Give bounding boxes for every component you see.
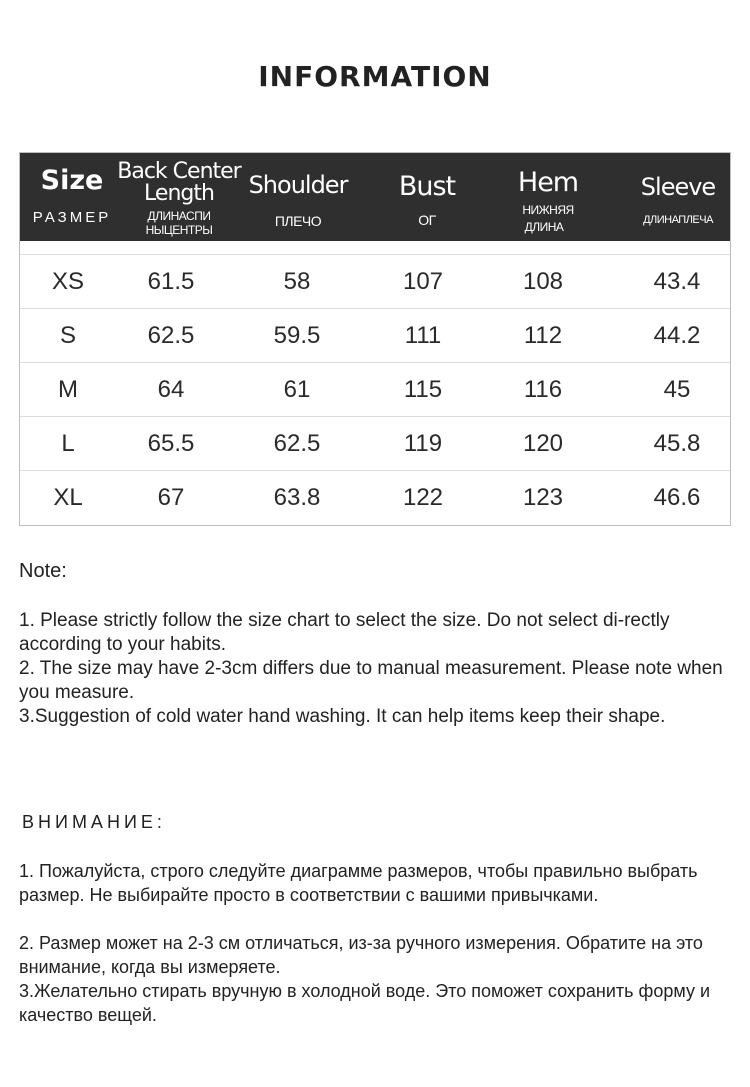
cell-bust: 107	[402, 268, 444, 295]
cell-back-length: 62.5	[147, 322, 195, 349]
cell-shoulder: 59.5	[273, 322, 321, 349]
header-sleeve	[620, 153, 736, 241]
page-title: INFORMATION	[258, 60, 492, 93]
cell-sleeve: 46.6	[653, 484, 701, 511]
cell-size: XL	[53, 484, 83, 511]
header-sleeve-ru: ДЛИНАПЛЕЧА	[643, 214, 713, 226]
header-hem-en: Hem	[517, 167, 579, 198]
header-size	[20, 153, 124, 241]
header-bust-en: Bust	[398, 171, 456, 202]
header-shoulder-en: Shoulder	[248, 171, 348, 199]
note-item-2: 2. The size may have 2-3cm differs due to manual measurement. Please note when you measure.	[19, 658, 723, 703]
header-hem-ru2: ДЛИНА	[524, 220, 564, 234]
table-row	[20, 308, 730, 363]
header-bust-ru: ОГ	[418, 212, 436, 228]
header-sleeve-en: Sleeve	[640, 173, 716, 201]
cell-sleeve: 45.8	[653, 430, 701, 457]
table-header	[20, 153, 730, 241]
cell-bust: 122	[402, 484, 444, 511]
cell-hem: 108	[522, 268, 564, 295]
cell-sleeve: 43.4	[653, 268, 701, 295]
table-row	[20, 254, 730, 309]
table-row	[20, 416, 730, 471]
cell-shoulder: 61	[283, 376, 311, 403]
cell-shoulder: 58	[283, 268, 311, 295]
cell-hem: 120	[522, 430, 564, 457]
header-back-length-en1: Back Center	[117, 159, 241, 184]
size-chart-table	[19, 152, 731, 526]
cell-size: L	[61, 430, 75, 457]
cell-bust: 111	[404, 322, 442, 349]
header-size-en: Size	[40, 165, 104, 196]
cell-bust: 115	[403, 376, 443, 403]
cell-bust: 119	[403, 430, 443, 457]
attention-item-1: 1. Пожалуйста, строго следуйте диаграмме размеров, чтобы правильно выбрать размер. Не выбирайте просто в соответствии с вашими привычками.	[19, 861, 698, 905]
attention-heading: ВНИМАНИЕ:	[22, 812, 166, 832]
note-item-3: 3.Suggestion of cold water hand washing. It can help items keep their shape.	[19, 706, 666, 727]
header-shoulder	[241, 153, 355, 241]
cell-size: M	[58, 376, 78, 403]
cell-back-length: 67	[157, 484, 185, 511]
header-hem-ru1: НИЖНЯЯ	[522, 203, 574, 217]
header-bust	[370, 153, 484, 241]
cell-hem: 116	[523, 376, 563, 403]
cell-shoulder: 63.8	[273, 484, 321, 511]
header-back-length-ru2: НЫЦЕНТРЫ	[145, 223, 213, 237]
cell-shoulder: 62.5	[273, 430, 321, 457]
attention-item-2: 2. Размер может на 2-3 см отличаться, из-за ручного измерения. Обратите на это внимание, когда вы измеряете.	[19, 933, 703, 977]
header-back-length	[117, 153, 241, 241]
cell-back-length: 65.5	[147, 430, 195, 457]
header-size-ru: РАЗМЕР	[32, 209, 112, 226]
cell-sleeve: 44.2	[653, 322, 701, 349]
table-row	[20, 362, 730, 417]
header-hem	[493, 153, 603, 241]
attention-item-3: 3.Желательно стирать вручную в холодной воде. Это поможет сохранить форму и качество вещей.	[19, 981, 711, 1025]
cell-size: XS	[51, 268, 84, 295]
cell-back-length: 64	[157, 376, 185, 403]
cell-sleeve: 45	[663, 376, 691, 403]
header-shoulder-ru: ПЛЕЧО	[274, 213, 322, 229]
note-item-1: 1. Please strictly follow the size chart to select the size. Do not select di-rectly according to your habits.	[19, 610, 670, 655]
table-row	[20, 470, 730, 525]
cell-size: S	[59, 322, 76, 349]
header-back-length-ru1: ДЛИНАСПИ	[147, 209, 211, 223]
header-back-length-en2: Length	[144, 181, 214, 206]
note-heading: Note:	[19, 560, 67, 582]
cell-back-length: 61.5	[147, 268, 195, 295]
cell-hem: 112	[523, 322, 563, 349]
cell-hem: 123	[522, 484, 564, 511]
